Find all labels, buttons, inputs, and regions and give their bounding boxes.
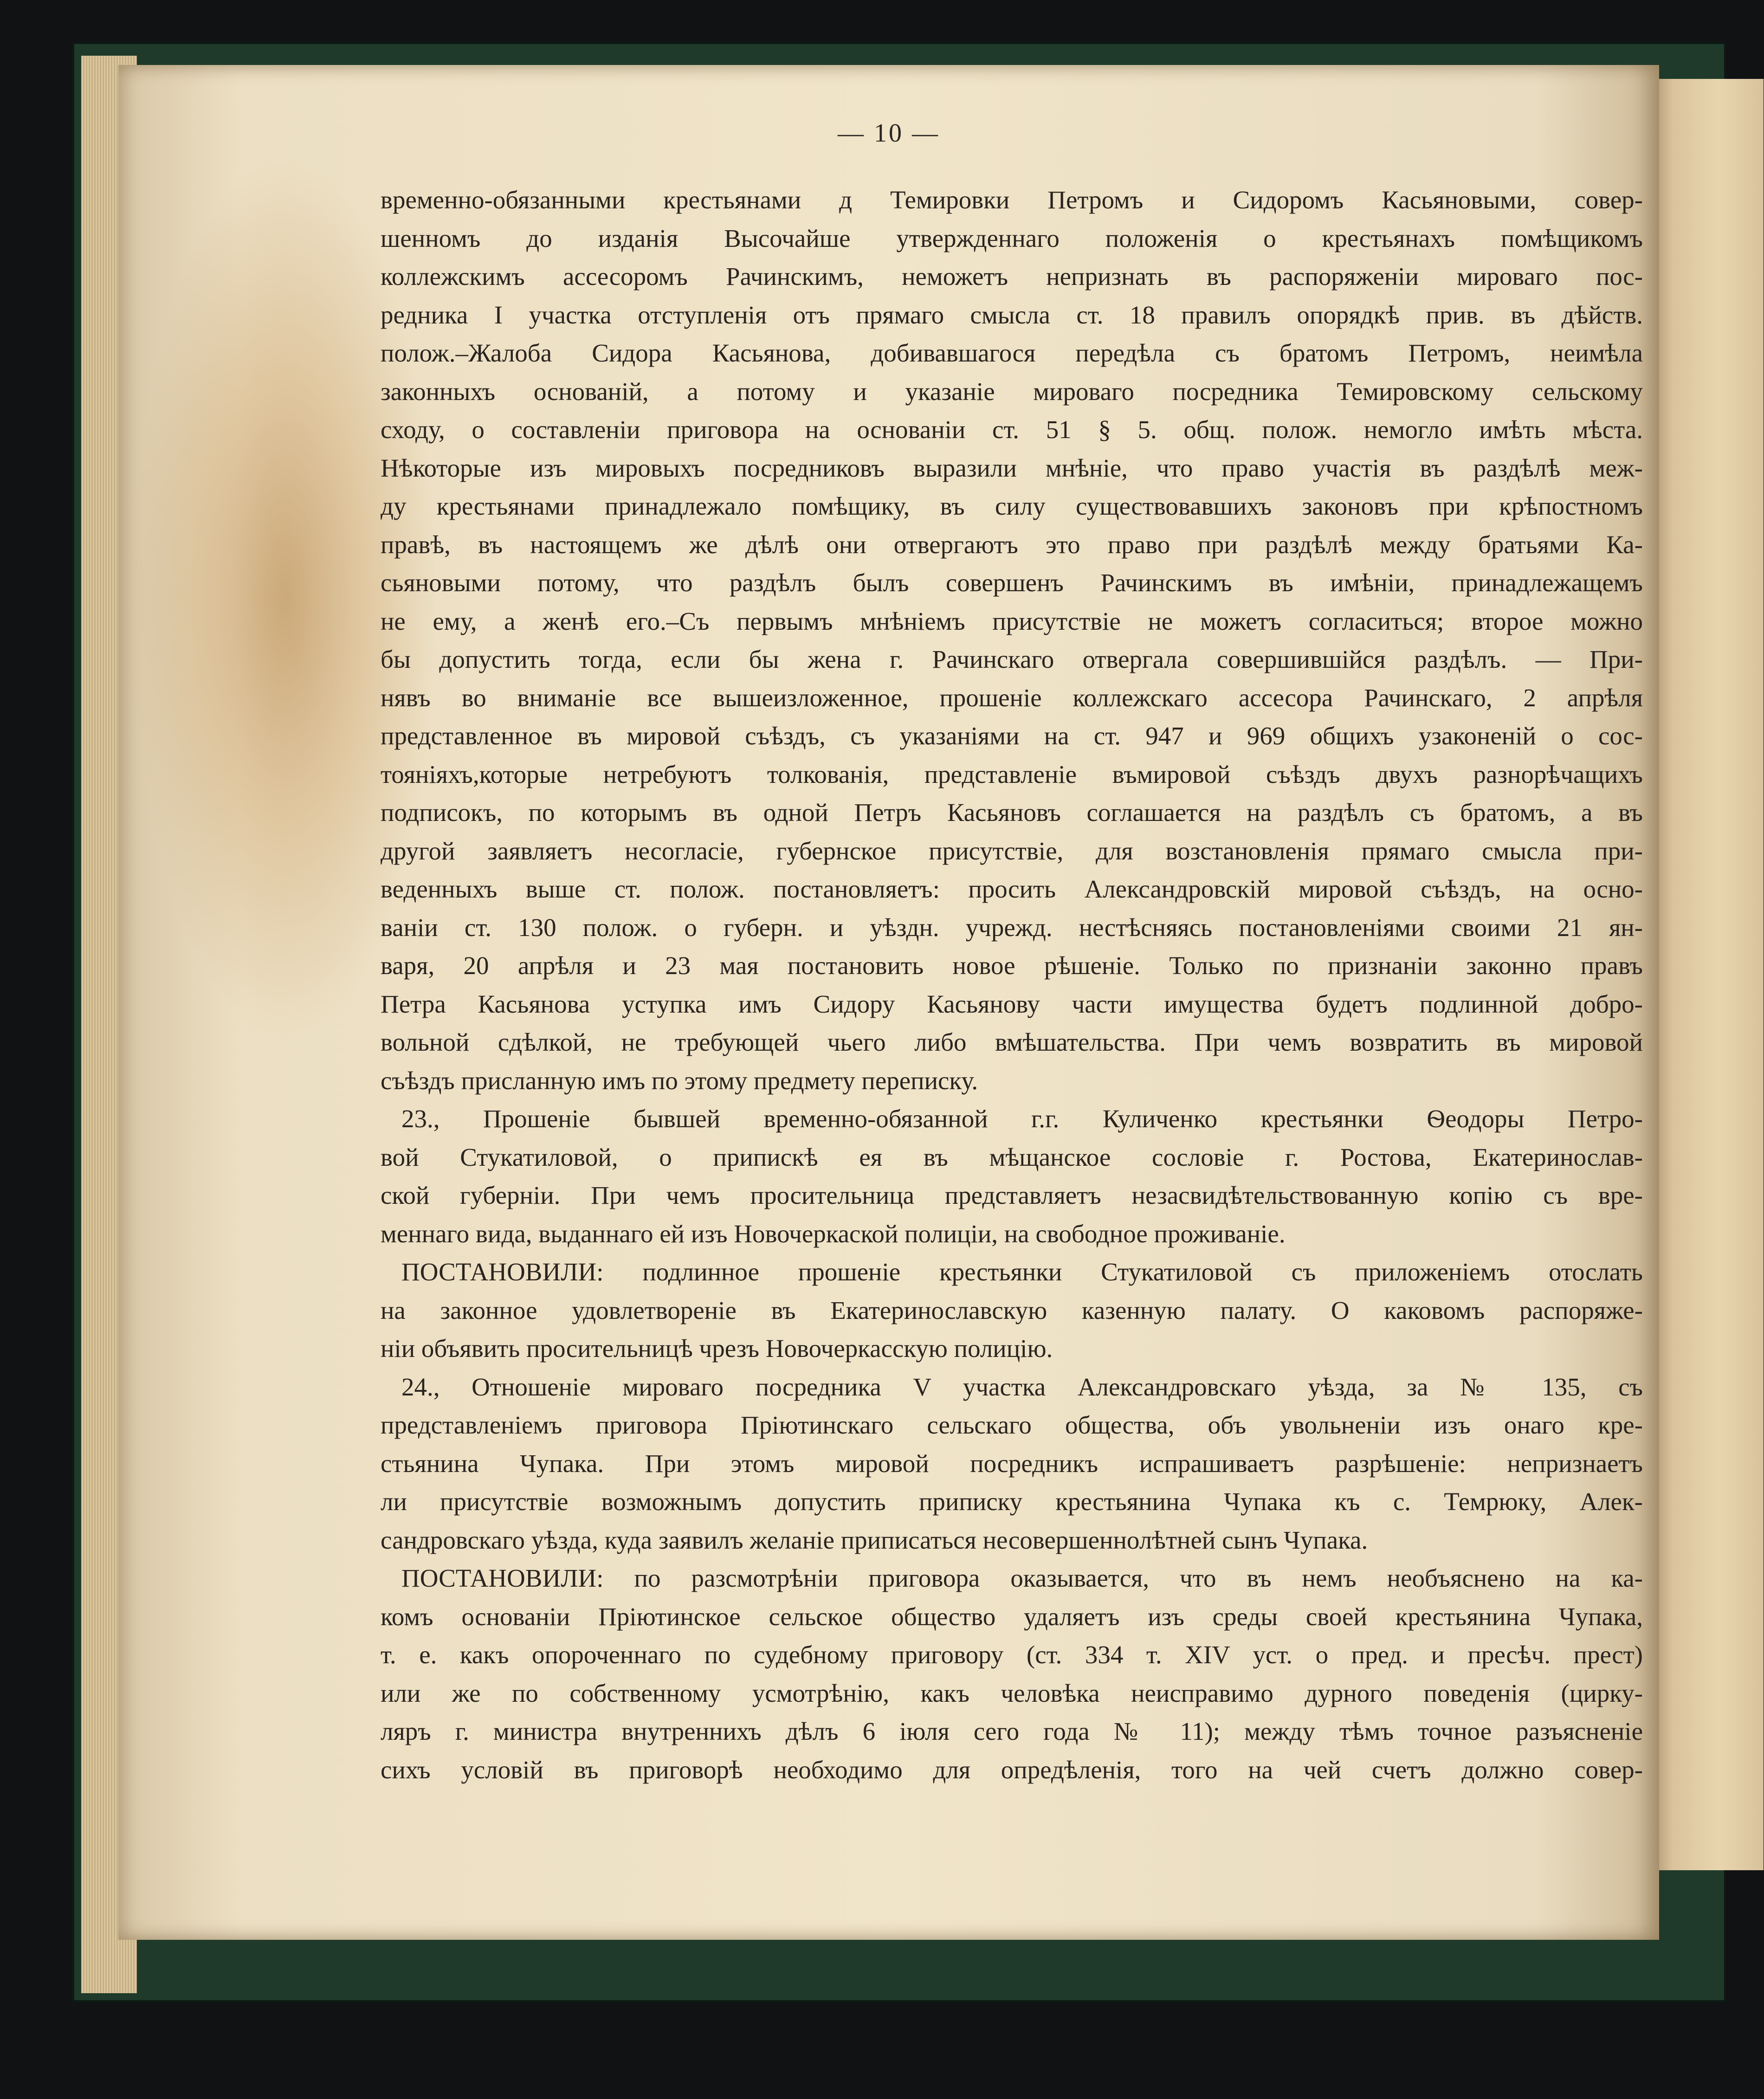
text-line: сандровскаго уѣзда, куда заявилъ желаніе приписаться несовершеннолѣтней сынъ Чупака. (381, 1525, 1368, 1554)
page-body-text (381, 181, 1643, 1789)
book-page (118, 65, 1659, 1940)
text-line: 24., Отношеніе мироваго посредника V участка Александровскаго уѣзда, за № 135, съ (401, 1372, 1643, 1401)
text-line: 23., Прошеніе бывшей временно-обязанной г.г. Куличенко крестьянки Ѳеодоры Петро- (401, 1104, 1643, 1133)
text-line: меннаго вида, выданнаго ей изъ Новочеркаской полиціи, на свободное проживаніе. (381, 1219, 1286, 1248)
text-line: веденныхъ выше ст. полож. постановляетъ: просить Александровскій мировой съѣздъ, на осно- (381, 875, 1643, 903)
text-line: ніи объявить просительницѣ чрезъ Новочеркасскую полицію. (381, 1334, 1053, 1363)
text-line: представленное въ мировой съѣздъ, съ указаніями на ст. 947 и 969 общихъ узаконеній о сос- (381, 722, 1643, 750)
text-line: комъ основаніи Пріютинское сельское общество удаляетъ изъ среды своей крестьянина Чупака, (381, 1602, 1643, 1631)
text-line: другой заявляетъ несогласіе, губернское присутствіе, для возстановленія прямаго смысла при- (381, 836, 1643, 865)
text-line: ПОСТАНОВИЛИ: по разсмотрѣніи приговора оказывается, что въ немъ необъяснено на ка- (401, 1564, 1643, 1592)
page-number: — 10 — (838, 119, 940, 148)
text-line: подписокъ, по которымъ въ одной Петръ Касьяновъ соглашается на раздѣлъ съ братомъ, а въ (381, 798, 1643, 827)
text-line: сихъ условій въ приговорѣ необходимо для опредѣленія, того на чей счетъ должно совер- (381, 1755, 1643, 1784)
text-line: съѣздъ присланную имъ по этому предмету переписку. (381, 1066, 978, 1095)
text-line: тояніяхъ,которые нетребуютъ толкованія, представленіе въмировой съѣздъ двухъ разнорѣчащихъ (381, 760, 1643, 788)
text-line: ваніи ст. 130 полож. о губерн. и уѣздн. учрежд. нестѣсняясь постановленіями своими 21 ян- (381, 913, 1643, 942)
text-line: ской губерніи. При чемъ просительница представляетъ незасвидѣтельствованную копію съ вре- (381, 1181, 1643, 1209)
text-line: на законное удовлетвореніе въ Екатеринославскую казенную палату. О каковомъ распоряже- (381, 1296, 1643, 1324)
text-line: полож.–Жалоба Сидора Касьянова, добивавшагося передѣла съ братомъ Петромъ, неимѣла (381, 339, 1643, 367)
text-line: вольной сдѣлкой, не требующей чьего либо вмѣшательства. При чемъ возвратить въ мировой (381, 1028, 1643, 1056)
text-line: коллежскимъ ассесоромъ Рачинскимъ, неможетъ непризнать въ распоряженіи мироваго пос- (381, 262, 1643, 291)
text-line: ли присутствіе возможнымъ допустить приписку крестьянина Чупака къ с. Темрюку, Алек- (381, 1487, 1643, 1516)
text-line: вой Стукатиловой, о припискѣ ея въ мѣщанское сословіе г. Ростова, Екатеринослав- (381, 1143, 1643, 1171)
text-line: Нѣкоторые изъ мировыхъ посредниковъ выразили мнѣніе, что право участія въ раздѣлѣ меж- (381, 453, 1643, 482)
text-line: сьяновыми потому, что раздѣлъ былъ совершенъ Рачинскимъ въ имѣніи, принадлежащемъ (381, 568, 1643, 597)
text-line: сходу, о составленіи приговора на основаніи ст. 51 § 5. общ. полож. немогло имѣть мѣста. (381, 415, 1643, 444)
text-line: т. е. какъ опороченнаго по судебному приговору (ст. 334 т. XIV уст. о пред. и пресѣч. прест) (381, 1640, 1643, 1669)
text-line: законныхъ основаній, а потому и указаніе мироваго посредника Темировскому сельскому (381, 377, 1643, 406)
text-line: представленіемъ приговора Пріютинскаго сельскаго общества, объ увольненіи изъ онаго кре- (381, 1411, 1643, 1439)
text-line: не ему, а женѣ его.–Съ первымъ мнѣніемъ присутствіе не можетъ согласиться; второе можно (381, 607, 1643, 635)
text-line: Петра Касьянова уступка имъ Сидору Касьянову части имущества будетъ подлинной добро- (381, 989, 1643, 1018)
text-line: ПОСТАНОВИЛИ: подлинное прошеніе крестьянки Стукатиловой съ приложеніемъ отослать (401, 1258, 1643, 1286)
text-line: правѣ, въ настоящемъ же дѣлѣ они отвергаютъ это право при раздѣлѣ между братьями Ка- (381, 530, 1643, 559)
text-line: ляръ г. министра внутреннихъ дѣлъ 6 іюля сего года № 11); между тѣмъ точное разъясненіе (381, 1717, 1643, 1745)
text-line: бы допустить тогда, если бы жена г. Рачинскаго отвергала совершившійся раздѣлъ. — При- (381, 645, 1643, 673)
text-line: временно-обязанными крестьянами д Темировки Петромъ и Сидоромъ Касьяновыми, совер- (381, 186, 1643, 214)
text-line: ду крестьянами принадлежало помѣщику, въ силу существовавшихъ законовъ при крѣпостномъ (381, 492, 1643, 520)
text-line: шенномъ до изданія Высочайше утвержденнаго положенія о крестьянахъ помѣщикомъ (381, 224, 1643, 252)
text-line: нявъ во вниманіе все вышеизложенное, прошеніе коллежскаго ассесора Рачинскаго, 2 апрѣля (381, 683, 1643, 712)
facing-page-edge (1652, 79, 1764, 1870)
text-line: варя, 20 апрѣля и 23 мая постановить новое рѣшеніе. Только по признаніи законно правъ (381, 951, 1643, 980)
text-line: или же по собственному усмотрѣнію, какъ человѣка неисправимо дурного поведенія (цирку- (381, 1679, 1643, 1707)
text-line: редника I участка отступленія отъ прямаго смысла ст. 18 правилъ опорядкѣ прив. въ дѣйств. (381, 300, 1643, 329)
text-line: стьянина Чупака. При этомъ мировой посредникъ испрашиваетъ разрѣшеніе: непризнаетъ (381, 1449, 1643, 1478)
